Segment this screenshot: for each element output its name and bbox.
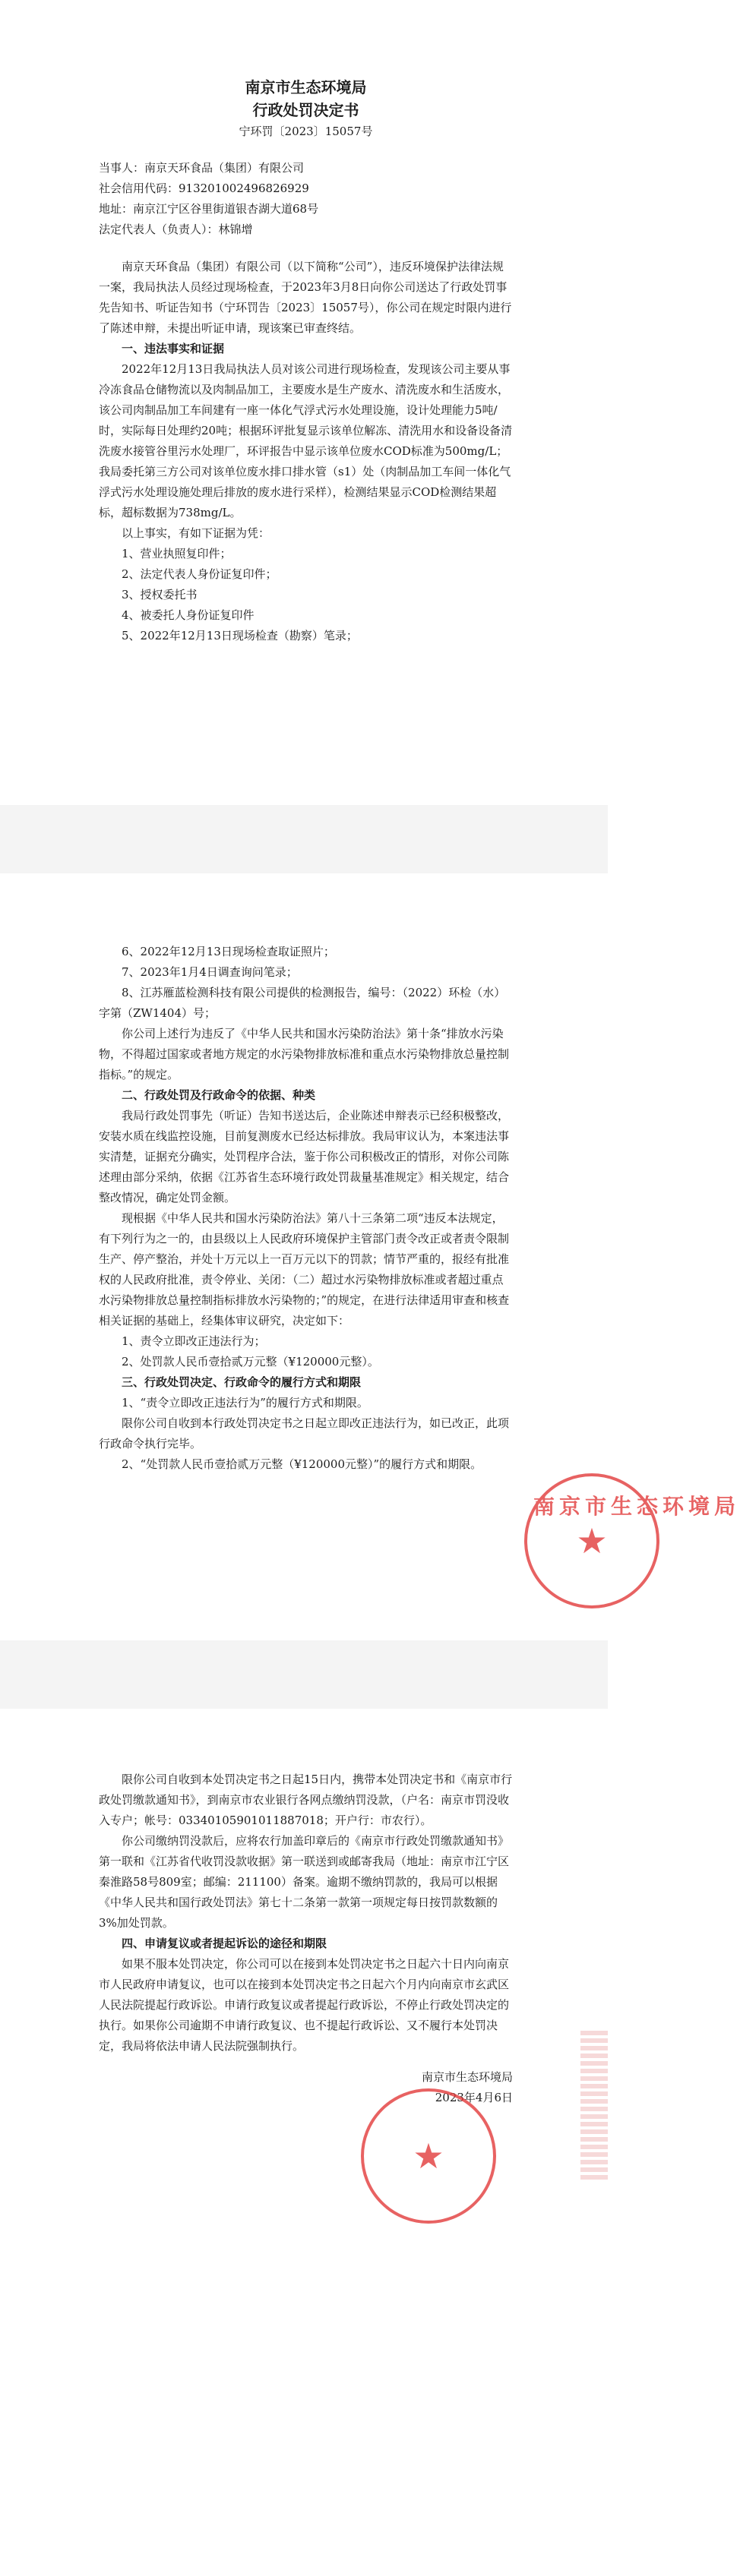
fine-receipt-paragraph: 你公司缴纳罚没款后，应将农行加盖印章后的《南京市行政处罚缴款通知书》第一联和《江苏省代收罚没款收据》第一联送到或邮寄我局（地址：南京市江宁区秦淮路58号809室；邮编：211100）备案。逾期不缴纳罚款的，我局可以根据《中华人民共和国行政处罚法》第七十二条第一款第一项规定每日按罚款数额的3%加处罚款。 xyxy=(99,1834,510,1930)
review-paragraph: 我局行政处罚事先（听证）告知书送达后，企业陈述申辩表示已经积极整改，安装水质在线监控设施，目前复测废水已经达标排放。我局审议认为，本案违法事实清楚，证据充分确实，处罚程序合法，鉴于你公司积极改正的情形，对你公司陈述理由部分采纳，依据《江苏省生态环境行政处罚裁量基准规定》相关规定，结合整改情况，确定处罚金额。 xyxy=(99,1109,510,1204)
evidence-item: 5、2022年12月13日现场检查（勘察）笔录； xyxy=(122,629,358,642)
official-seal xyxy=(361,2088,496,2224)
document-page-3 xyxy=(0,1709,608,2576)
order-method-heading: 1、“责令立即改正违法行为”的履行方式和期限。 xyxy=(122,1396,368,1410)
evidence-item: 2、法定代表人身份证复印件； xyxy=(122,567,277,581)
intro-paragraph: 南京天环食品（集团）有限公司（以下简称“公司”），违反环境保护法律法规一案，我局执法人员经过现场检查，于2023年3月8日向你公司送达了行政处罚事先告知书、听证告知书（宁环罚告〔2023〕15057号），你公司在规定时限内进行了陈述申辩，未提出听证申请，现该案已审查终结。 xyxy=(99,260,512,335)
order-method-paragraph: 限你公司自收到本行政处罚决定书之日起立即改正违法行为，如已改正，此项行政命令执行完毕。 xyxy=(99,1416,510,1451)
decision-item: 1、责令立即改正违法行为； xyxy=(122,1334,266,1348)
seal-star-icon: ★ xyxy=(576,1520,608,1561)
document-type-title: 行政处罚决定书 xyxy=(252,101,359,119)
evidence-item: 4、被委托人身份证复印件 xyxy=(122,608,255,622)
party-credit-code: 社会信用代码：913201002496826929 xyxy=(99,182,309,195)
page-1-content xyxy=(99,76,513,646)
fine-method-heading: 2、“处罚款人民币壹拾贰万元整（¥120000元整）”的履行方式和期限。 xyxy=(122,1457,482,1471)
violation-conclusion: 你公司上述行为违反了《中华人民共和国水污染防治法》第十条“排放水污染物，不得超过国家或者地方规定的水污染物排放标准和重点水污染物排放总量控制指标。”的规定。 xyxy=(99,1027,510,1081)
page-edge-seal-strip xyxy=(580,2028,608,2180)
party-name: 当事人：南京天环食品（集团）有限公司 xyxy=(99,161,305,175)
issue-date: 2023年4月6日 xyxy=(435,2091,513,2104)
page-gap xyxy=(0,1640,608,1709)
section-2-heading: 二、行政处罚及行政命令的依据、种类 xyxy=(122,1088,316,1102)
document-page-2 xyxy=(0,873,740,1640)
agency-title: 南京市生态环境局 xyxy=(245,78,367,96)
document-page-1 xyxy=(0,0,608,805)
decision-item: 2、处罚款人民币壹拾贰万元整（¥120000元整）。 xyxy=(122,1355,379,1368)
evidence-item: 3、授权委托书 xyxy=(122,588,198,601)
page-2-content xyxy=(99,942,513,1475)
page-gap xyxy=(0,805,608,873)
section-1-heading: 一、违法事实和证据 xyxy=(122,342,225,355)
violation-facts: 2022年12月13日我局执法人员对该公司进行现场检查，发现该公司主要从事冷冻食品仓储物流以及肉制品加工，主要废水是生产废水、清洗废水和生活废水，该公司肉制品加工车间建有一座一体化气浮式污水处理设施，设计处理能力5吨/时，实际每日处理约20吨；根据环评批复显示该单位解冻、清洗用水和设备设备清洗废水接管谷里污水处理厂，环评报告中显示该单位废水COD标准为500mg/L；我局委托第三方公司对该单位废水排口排水管（s1）处（肉制品加工车间一体化气浮式污水处理设施处理后排放的废水进行采样），检测结果显示COD检测结果超标，超标数据为738mg/L。 xyxy=(99,362,513,519)
seal-star-icon: ★ xyxy=(413,2136,444,2177)
evidence-item: 6、2022年12月13日现场检查取证照片； xyxy=(122,945,335,958)
evidence-item: 7、2023年1月4日调查询问笔录； xyxy=(122,965,298,979)
legal-basis-paragraph: 现根据《中华人民共和国水污染防治法》第八十三条第二项“违反本法规定，有下列行为之一的，由县级以上人民政府环境保护主管部门责令改正或者责令限制生产、停产整治，并处十万元以上一百万元以下的罚款；情节严重的，报经有批准权的人民政府批准，责令停业、关闭：（二）超过水污染物排放标准或者超过重点水污染物排放总量控制指标排放水污染物的；”的规定，在进行法律适用审查和核查相关证据的基础上，经集体审议研究，决定如下： xyxy=(99,1211,510,1327)
section-4-heading: 四、申请复议或者提起诉讼的途径和期限 xyxy=(122,1937,327,1950)
evidence-intro: 以上事实，有如下证据为凭： xyxy=(122,526,270,540)
fine-payment-paragraph: 限你公司自收到本处罚决定书之日起15日内，携带本处罚决定书和《南京市行政处罚缴款通知书》，到南京市农业银行各网点缴纳罚没款，（户名：南京市罚没收入专户；帐号：03340105901011887018；开户行：市农行）。 xyxy=(99,1773,513,1827)
appeal-paragraph: 如果不服本处罚决定，你公司可以在接到本处罚决定书之日起六十日内向南京市人民政府申请复议，也可以在接到本处罚决定书之日起六个月内向南京市玄武区人民法院提起行政诉讼。申请行政复议或者提起行政诉讼，不停止行政处罚决定的执行。如果你公司逾期不申请行政复议、也不提起行政诉讼、又不履行本处罚决定，我局将依法申请人民法院强制执行。 xyxy=(99,1957,510,2053)
evidence-item: 8、江苏雁蓝检测科技有限公司提供的检测报告，编号：（2022）环检（水）字第（ZW1404）号； xyxy=(99,986,506,1020)
document-number: 宁环罚〔2023〕15057号 xyxy=(239,125,373,138)
party-address: 地址：南京江宁区谷里街道银杏湖大道68号 xyxy=(99,202,319,216)
section-3-heading: 三、行政处罚决定、行政命令的履行方式和期限 xyxy=(122,1375,362,1389)
issuer-name: 南京市生态环境局 xyxy=(421,2070,513,2084)
evidence-item: 1、营业执照复印件； xyxy=(122,547,232,560)
party-legal-rep: 法定代表人（负责人）：林锦增 xyxy=(99,223,253,236)
official-seal-partial xyxy=(524,1473,740,1608)
seal-text: 南京市生态环境局 xyxy=(533,1494,740,1519)
page-3-content xyxy=(99,1769,513,2108)
